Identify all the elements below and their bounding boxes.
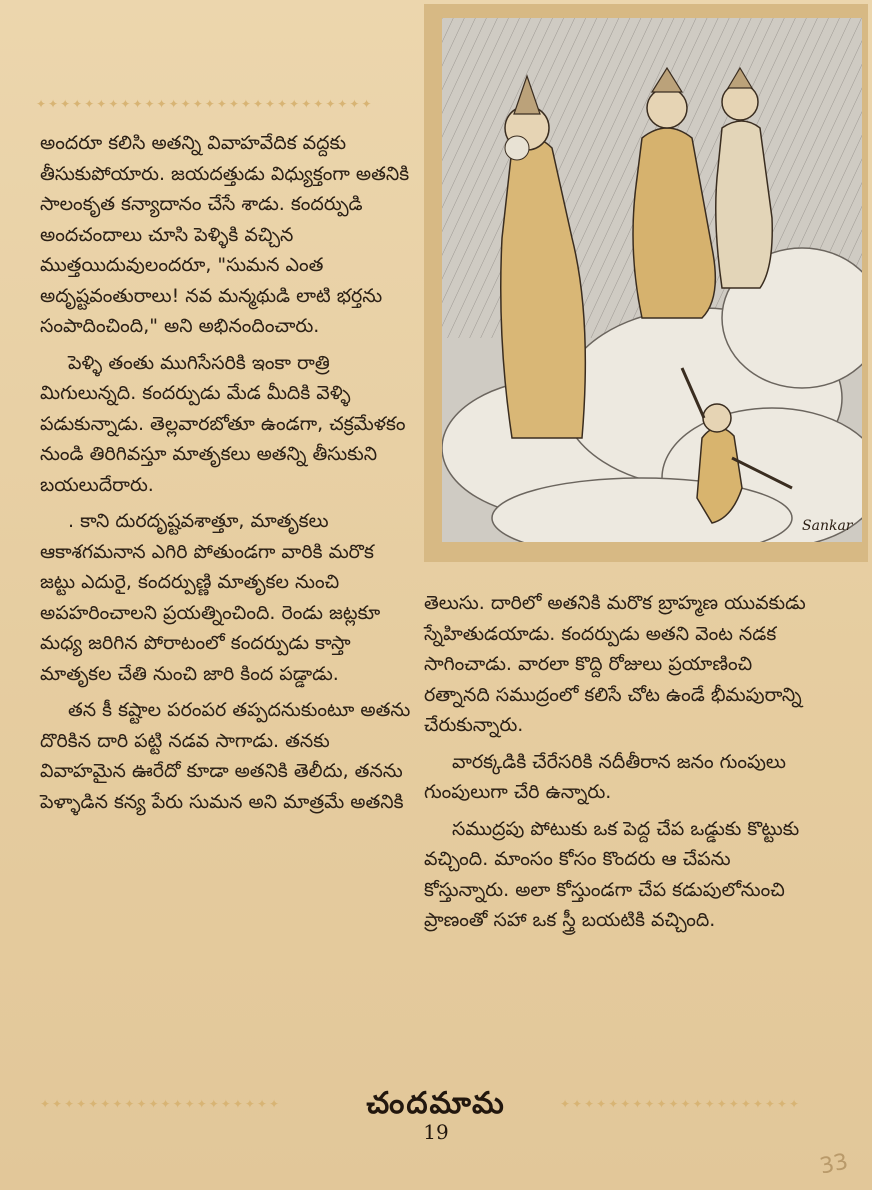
story-illustration — [424, 4, 868, 562]
story-paragraph: పెళ్ళి తంతు ముగిసేసరికి ఇంకా రాత్రి మిగులున్నది. కందర్పుడు మేడ మీదికి వెళ్ళి పడుకున్నాడు. తెల్లవారబోతూ ఉండగా, చక్రమేళకం నుండి తిరిగివస్తూ మాతృకలు అతన్ని తీసుకుని బయలుదేరారు. — [40, 351, 406, 496]
magazine-title: చందమామ — [366, 1086, 506, 1121]
illustration-drawing — [442, 18, 862, 542]
page-number: 19 — [423, 1120, 449, 1144]
story-paragraph: అందరూ కలిసి అతన్ని వివాహవేదిక వద్దకు తీసుకుపోయారు. జయదత్తుడు విధ్యుక్తంగా అతనికి సాలంకృత కన్యాదానం చేసే శాడు. కందర్పుడి అందచందాలు చూసి పెళ్ళికి వచ్చిన ముత్తయిదువులందరూ, "సుమన ఎంత అదృష్టవంతురాలు! నవ మన్మథుడి లాటి భర్తను సంపాదించింది," అని అభినందించారు. — [40, 132, 410, 337]
right-text-column — [424, 588, 812, 942]
bottom-ornament-left: ✦✦✦✦✦✦✦✦✦✦✦✦✦✦✦✦✦✦✦✦ — [40, 1098, 282, 1110]
corner-handwritten-number: 33 — [817, 1149, 851, 1180]
bottom-ornament-right: ✦✦✦✦✦✦✦✦✦✦✦✦✦✦✦✦✦✦✦✦ — [560, 1098, 802, 1110]
story-paragraph: వారక్కడికి చేరేసరికి నదీతీరాన జనం గుంపులు గుంపులుగా చేరి ఉన్నారు. — [424, 750, 786, 803]
story-paragraph: . కాని దురదృష్టవశాత్తూ, మాతృకలు ఆకాశగమనాన ఎగిరి పోతుండగా వారికి మరొక జట్టు ఎదురై, కందర్పుణ్ణి మాతృకల నుంచి అపహరించాలని ప్రయత్నించింది. రెండు జట్లకూ మధ్య జరిగిన పోరాటంలో కందర్పుడు కాస్తా మాతృకల చేతి నుంచి జారి కింద పడ్డాడు. — [40, 510, 381, 685]
story-paragraph: సముద్రపు పోటుకు ఒక పెద్ద చేప ఒడ్డుకు కొట్టుకు వచ్చింది. మాంసం కోసం కొందరు ఆ చేపను కోస్తున్నారు. అలా కోస్తుండగా చేప కడుపులోనుంచి ప్రాణంతో సహా ఒక స్త్రీ బయటికి వచ్చింది. — [424, 817, 800, 931]
artist-signature: Sankar — [802, 518, 853, 534]
story-paragraph: తన కీ కష్టాల పరంపర తప్పదనుకుంటూ అతను దొరికిన దారి పట్టి నడవ సాగాడు. తనకు వివాహమైన ఊరేదో కూడా అతనికి తెలీదు, తనను పెళ్ళాడిన కన్య పేరు సుమన అని మాత్రమే అతనికి — [40, 699, 411, 813]
top-ornament-rule: ✦✦✦✦✦✦✦✦✦✦✦✦✦✦✦✦✦✦✦✦✦✦✦✦✦✦✦✦ — [36, 98, 374, 110]
story-paragraph: తెలుసు. దారిలో అతనికి మరొక బ్రాహ్మణ యువకుడు స్నేహితుడయాడు. కందర్పుడు అతని వెంట నడక సాగించాడు. వారలా కొద్ది రోజులు ప్రయాణించి రత్నానది సముద్రంలో కలిసే చోట ఉండే భీమపురాన్ని చేరుకున్నారు. — [424, 592, 806, 736]
left-text-column — [40, 128, 412, 823]
